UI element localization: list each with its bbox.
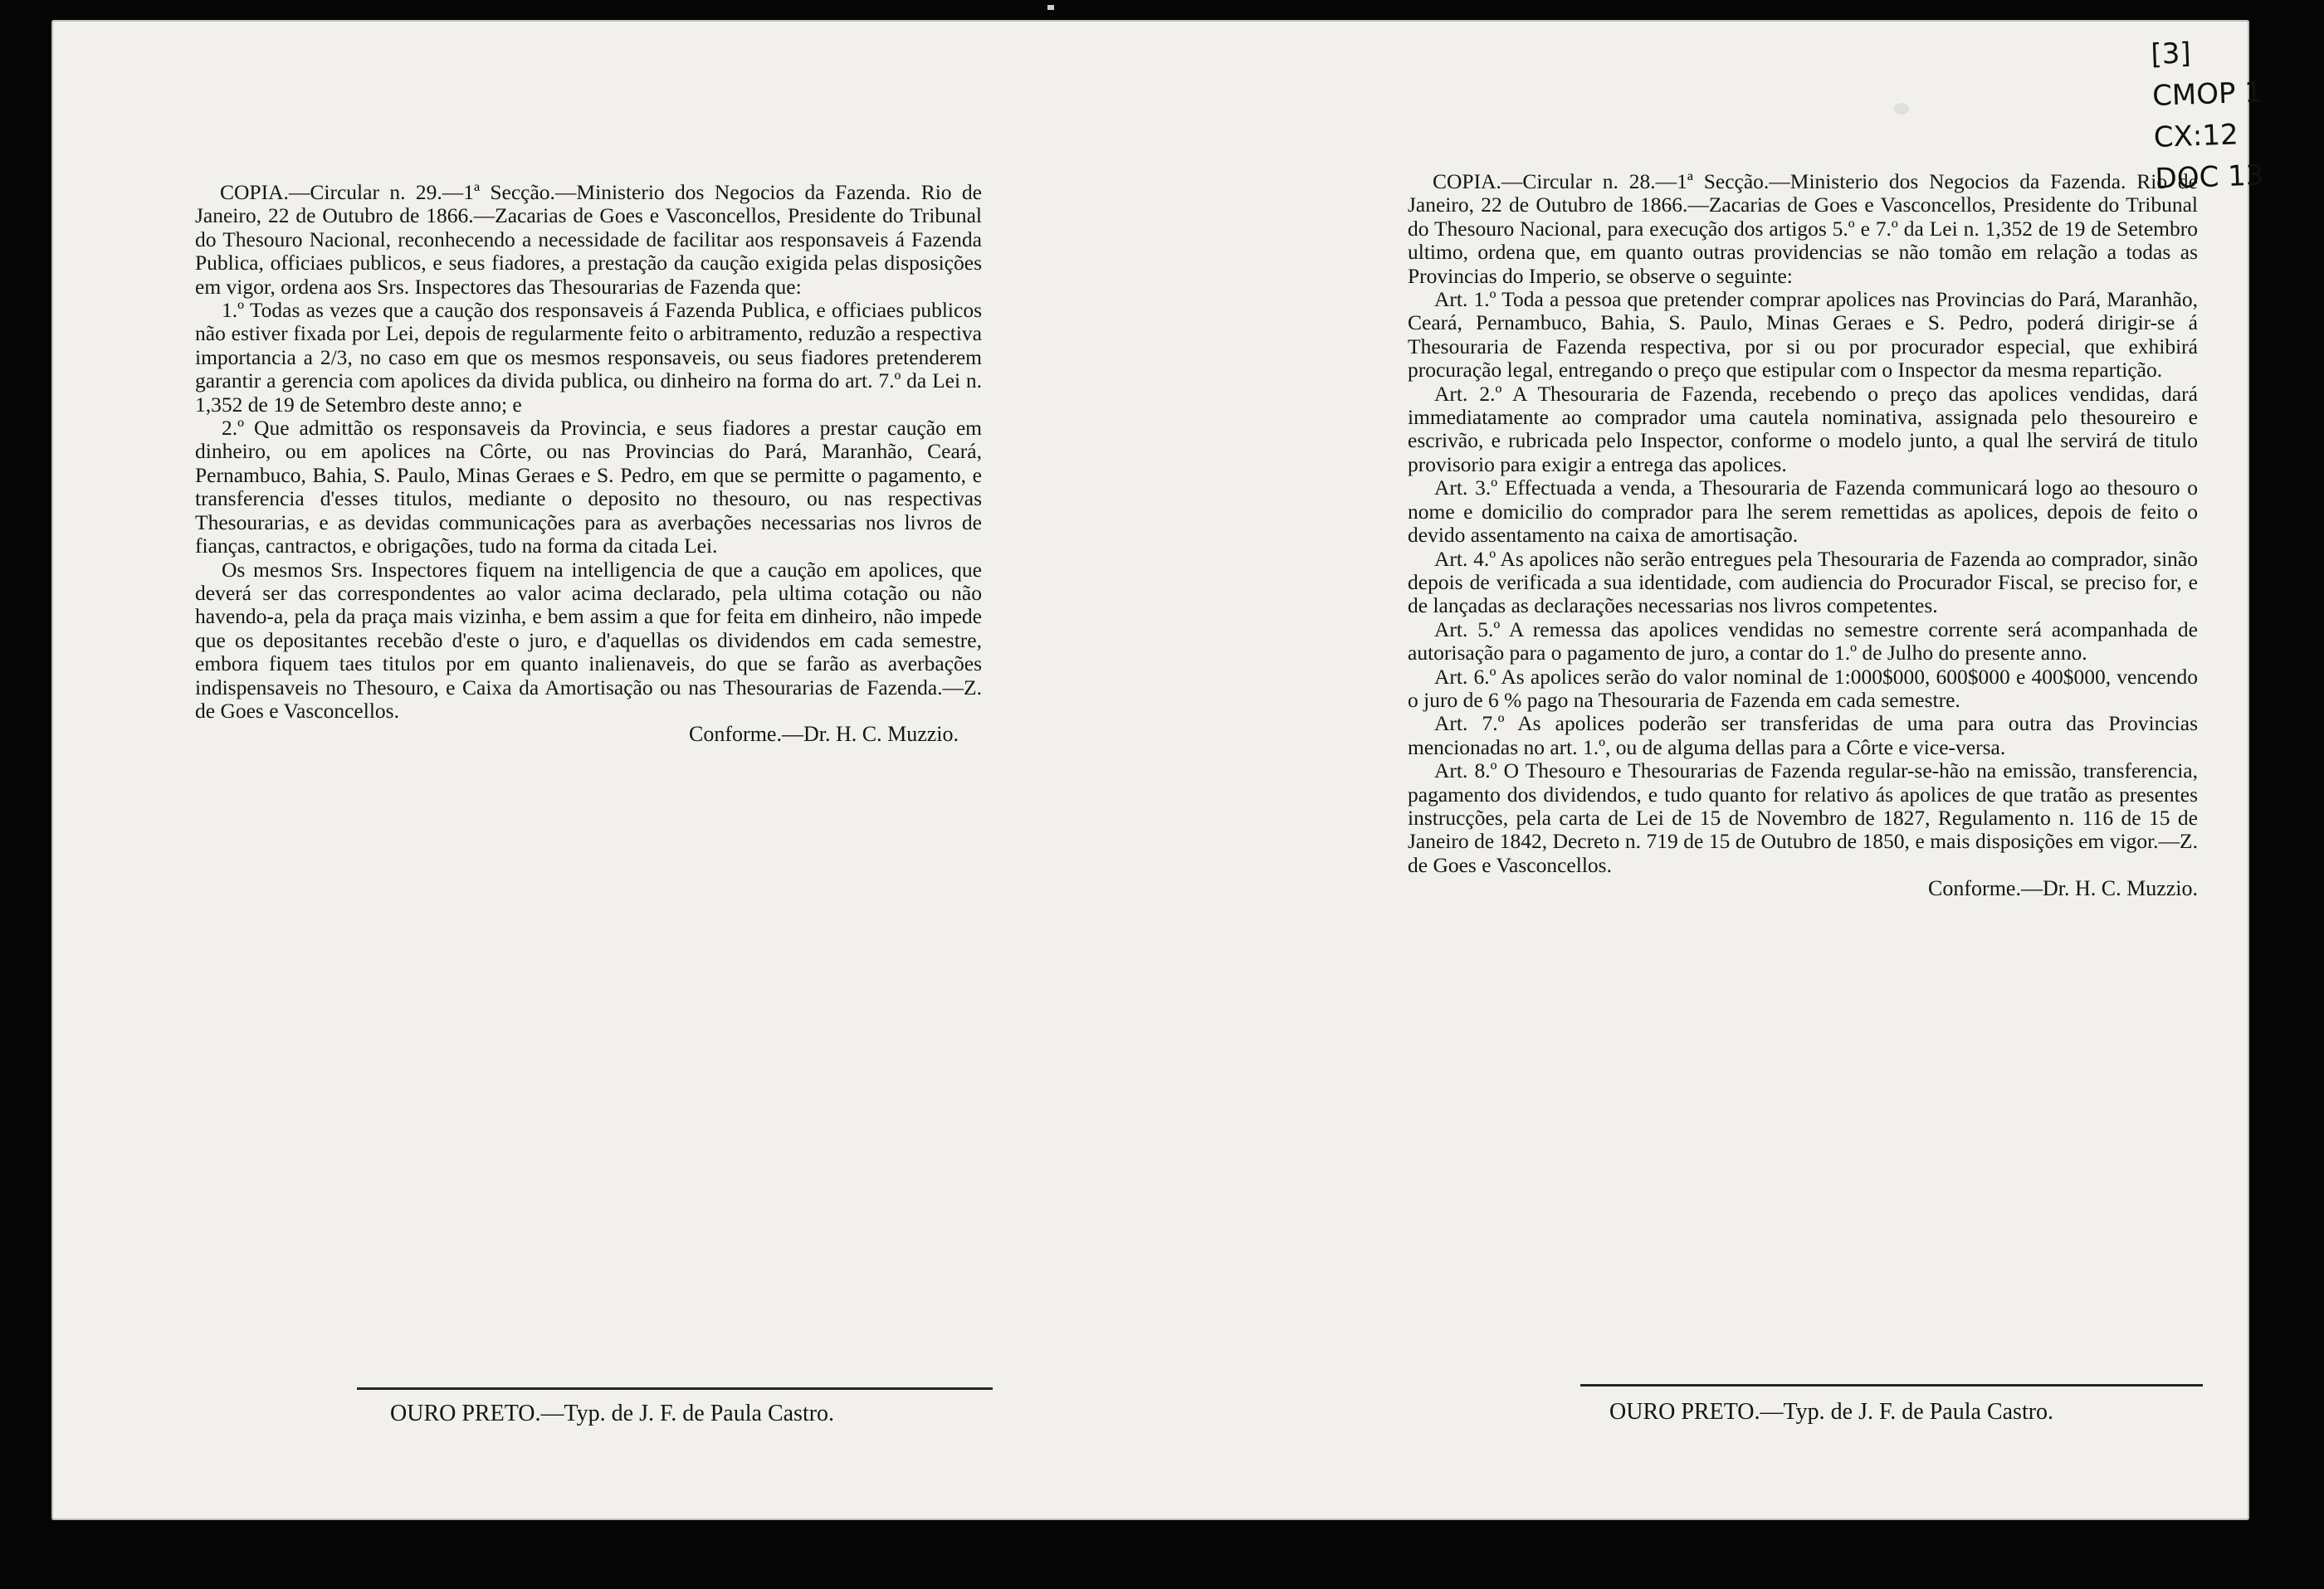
archive-note-line: DOC 13 [2154,158,2265,196]
circular-28-article-8: Art. 8.º O Thesouro e Thesourarias de Fazenda regular-se-hão na emissão, transferencia, pagamento dos dividendos, e tudo quanto for relativo ás apolices de que tratão as presentes instrucções, pela carta de Lei de 15 de Novembro de 1827, Regulamento n. 116 de 15 de Janeiro de 1842, Decreto n. 719 de 15 de Outubro de 1850, e mais disposições em vigor.—Z. de Goes e Vasconcellos. [1408,758,2198,877]
left-footer-rule [357,1387,993,1390]
archive-note-line: CMOP 1 [2151,76,2263,113]
circular-28-article-5: Art. 5.º A remessa das apolices vendidas no semestre corrente será acompanhada de autorisação para o pagamento de juro, a contar do 1.º de Julho do presente anno. [1408,617,2198,665]
scan-mark [1047,5,1054,10]
left-printer-imprint: OURO PRETO.—Typ. de J. F. de Paula Castro. [390,1401,835,1426]
scan-blotch [1894,103,1909,115]
circular-28-article-2: Art. 2.º A Thesouraria de Fazenda, recebendo o preço das apolices vendidas, dará immediatamente ao comprador uma cautela nominativa, assignada pelo thesoureiro e escrivão, e rubricada pelo Inspector, conforme o modelo junto, a qual lhe servirá de titulo provisorio para exigir a entrega das apolices. [1408,381,2198,476]
right-printer-imprint: OURO PRETO.—Typ. de J. F. de Paula Castro. [1609,1399,2054,1425]
left-page-circular-29 [195,181,982,747]
circular-29-closing: Os mesmos Srs. Inspectores fiquem na intelligencia de que a caução em apolices, que deverá ser das correspondentes ao valor acima declarado, pela ultima cotação ou não havendo-a, pela da praça mais vizinha, e bem assim a que for feita em dinheiro, não impede que os depositantes recebão d'este o juro, e d'aquellas os dividendos em cada semestre, embora fiquem taes titulos por em quanto inalienaveis, do que se farão as averbações indispensaveis no Thesouro, e Caixa da Amortisação ou nas Thesourarias de Fazenda.—Z. de Goes e Vasconcellos. [195,557,982,723]
circular-29-item-2: 2.º Que admittão os responsaveis da Provincia, e seus fiadores a prestar caução em dinheiro, ou em apolices na Côrte, ou nas Provincias do Pará, Maranhão, Ceará, Pernambuco, Bahia, S. Paulo, Minas Geraes e S. Pedro, em que se permitte o pagamento, e transferencia d'esses titulos, mediante o deposito no thesouro, ou nas respectivas Thesourarias, e as devidas communicações para as averbações necessarias nos livros de fianças, cantractos, e obrigações, tudo na forma da citada Lei. [195,416,982,558]
circular-28-heading: COPIA.—Circular n. 28.—1ª Secção.—Ministerio dos Negocios da Fazenda. Rio de Janeiro, 22 de Outubro de 1866.—Zacarias de Goes e Vasconcellos, Presidente do Tribunal do Thesouro Nacional, para execução dos artigos 5.º e 7.º da Lei n. 1,352 de 19 de Setembro ultimo, ordena que, em quanto outras providencias se não tomão em relação a todas as Provincias do Imperio, se observe o seguinte: [1408,169,2198,288]
archive-note-line: [3] [2150,37,2192,71]
right-page-circular-28 [1408,170,2198,901]
archive-note-line: CX:12 [2153,118,2239,154]
circular-29-conforme: Conforme.—Dr. H. C. Muzzio. [689,722,959,747]
circular-28-article-7: Art. 7.º As apolices poderão ser transferidas de uma para outra das Provincias mencionadas no art. 1.º, ou de alguma dellas para a Côrte e vice-versa. [1408,711,2198,759]
circular-29-heading: COPIA.—Circular n. 29.—1ª Secção.—Ministerio dos Negocios da Fazenda. Rio de Janeiro, 22 de Outubro de 1866.—Zacarias de Goes e Vasconcellos, Presidente do Tribunal do Thesouro Nacional, reconhecendo a necessidade de facilitar aos responsaveis á Fazenda Publica, officiaes publicos, e seus fiadores, a prestação da caução exigida pelas disposições em vigor, ordena aos Srs. Inspectores das Thesourarias de Fazenda que: [195,180,982,299]
right-footer-rule [1580,1384,2203,1387]
circular-28-article-1: Art. 1.º Toda a pessoa que pretender comprar apolices nas Provincias do Pará, Maranhão, Ceará, Pernambuco, Bahia, S. Paulo, Minas Geraes e S. Pedro, poderá dirigir-se á Thesouraria de Fazenda respectiva, por si ou por procurador especial, que exhibirá procuração legal, entregando o preço que estipular com o Inspector da mesma repartição. [1408,287,2198,383]
circular-29-item-1: 1.º Todas as vezes que a caução dos responsaveis á Fazenda Publica, e officiaes publicos não estiver fixada por Lei, depois de regularmente feito o arbitramento, reduzão a respectiva importancia a 2/3, no caso em que os mesmos responsaveis, ou seus fiadores pretenderem garantir a gerencia com apolices da divida publica, ou dinheiro na forma do art. 7.º da Lei n. 1,352 de 19 de Setembro deste anno; e [195,298,982,417]
circular-28-article-3: Art. 3.º Effectuada a venda, a Thesouraria de Fazenda communicará logo ao thesouro o nome e domicilio do comprador para lhe serem remettidas as apolices, depois de feito o devido assentamento na caixa de amortisação. [1408,475,2198,548]
circular-28-conforme: Conforme.—Dr. H. C. Muzzio. [1928,876,2198,901]
circular-28-article-4: Art. 4.º As apolices não serão entregues pela Thesouraria de Fazenda ao comprador, sinão depois de verificada a sua identidade, com audiencia do Procurador Fiscal, se preciso for, e de lançadas as declarações necessarias nos livros competentes. [1408,546,2198,618]
circular-28-article-6: Art. 6.º As apolices serão do valor nominal de 1:000$000, 600$000 e 400$000, vencendo o juro de 6 % pago na Thesouraria de Fazenda em cada semestre. [1408,664,2198,712]
